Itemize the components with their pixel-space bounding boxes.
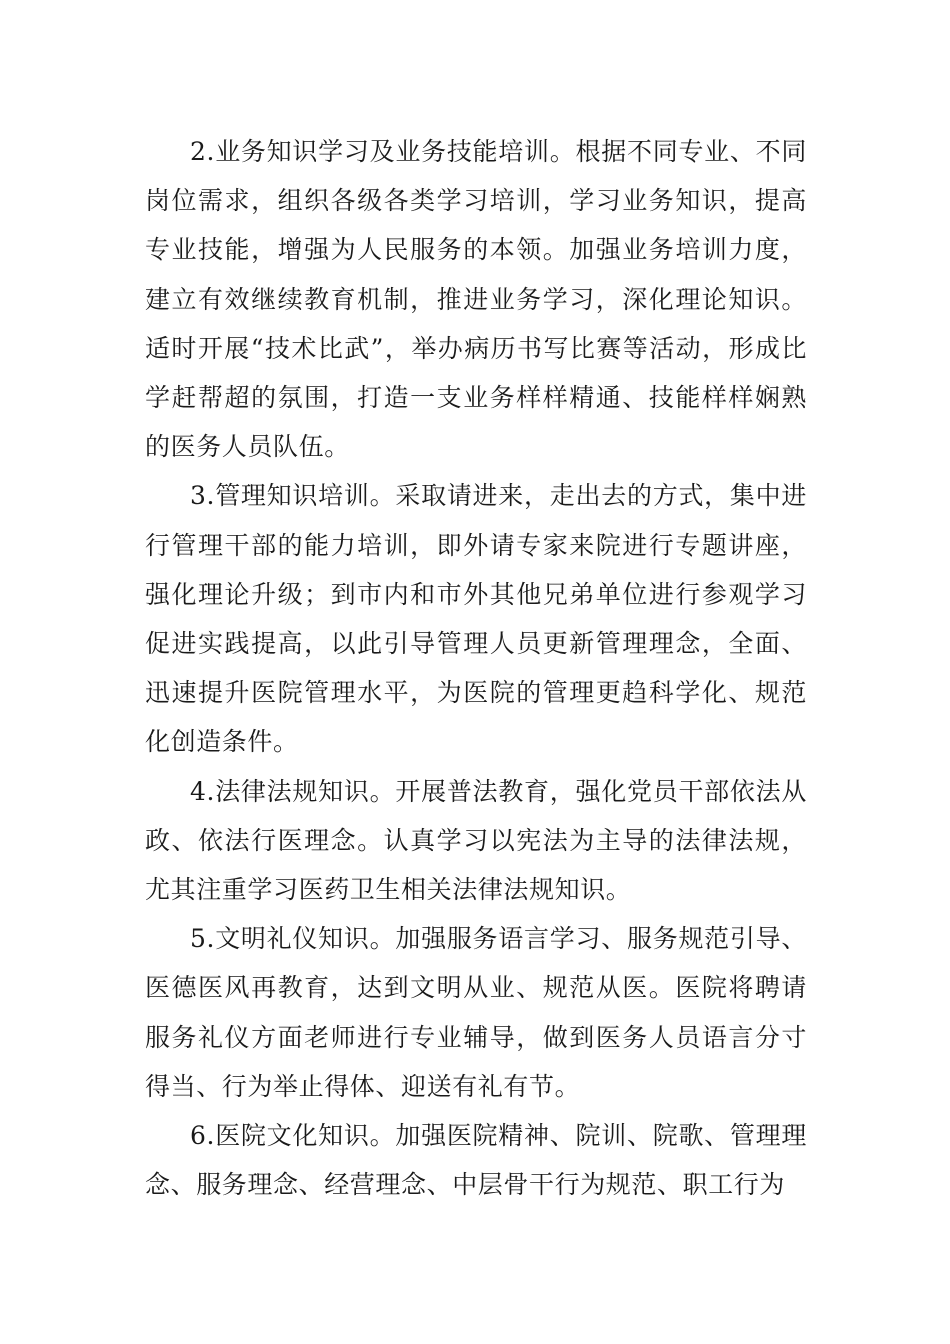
document-body — [145, 127, 807, 1209]
paragraph-business-training: 2.业务知识学习及业务技能培训。根据不同专业、不同岗位需求，组织各级各类学习培训，学习业务知识，提高专业技能，增强为人民服务的本领。加强业务培训力度，建立有效继续教育机制，推进业务学习，深化理论知识。适时开展“技术比武”，举办病历书写比赛等活动，形成比学赶帮超的氛围，打造一支业务样样精通、技能样样娴熟的医务人员队伍。 — [145, 137, 807, 462]
paragraph-hospital-culture: 6.医院文化知识。加强医院精神、院训、院歌、管理理念、服务理念、经营理念、中层骨干行为规范、职工行为 — [145, 1121, 807, 1200]
paragraph-law-knowledge: 4.法律法规知识。开展普法教育，强化党员干部依法从政、依法行医理念。认真学习以宪法为主导的法律法规，尤其注重学习医药卫生相关法律法规知识。 — [145, 776, 807, 905]
paragraph-management-training: 3.管理知识培训。采取请进来，走出去的方式，集中进行管理干部的能力培训，即外请专家来院进行专题讲座，强化理论升级；到市内和市外其他兄弟单位进行参观学习促进实践提高，以此引导管理人员更新管理理念，全面、迅速提升医院管理水平，为医院的管理更趋科学化、规范化创造条件。 — [145, 481, 807, 757]
paragraph-etiquette-knowledge: 5.文明礼仪知识。加强服务语言学习、服务规范引导、医德医风再教育，达到文明从业、规范从医。医院将聘请服务礼仪方面老师进行专业辅导，做到医务人员语言分寸得当、行为举止得体、迎送有礼有节。 — [145, 924, 807, 1101]
